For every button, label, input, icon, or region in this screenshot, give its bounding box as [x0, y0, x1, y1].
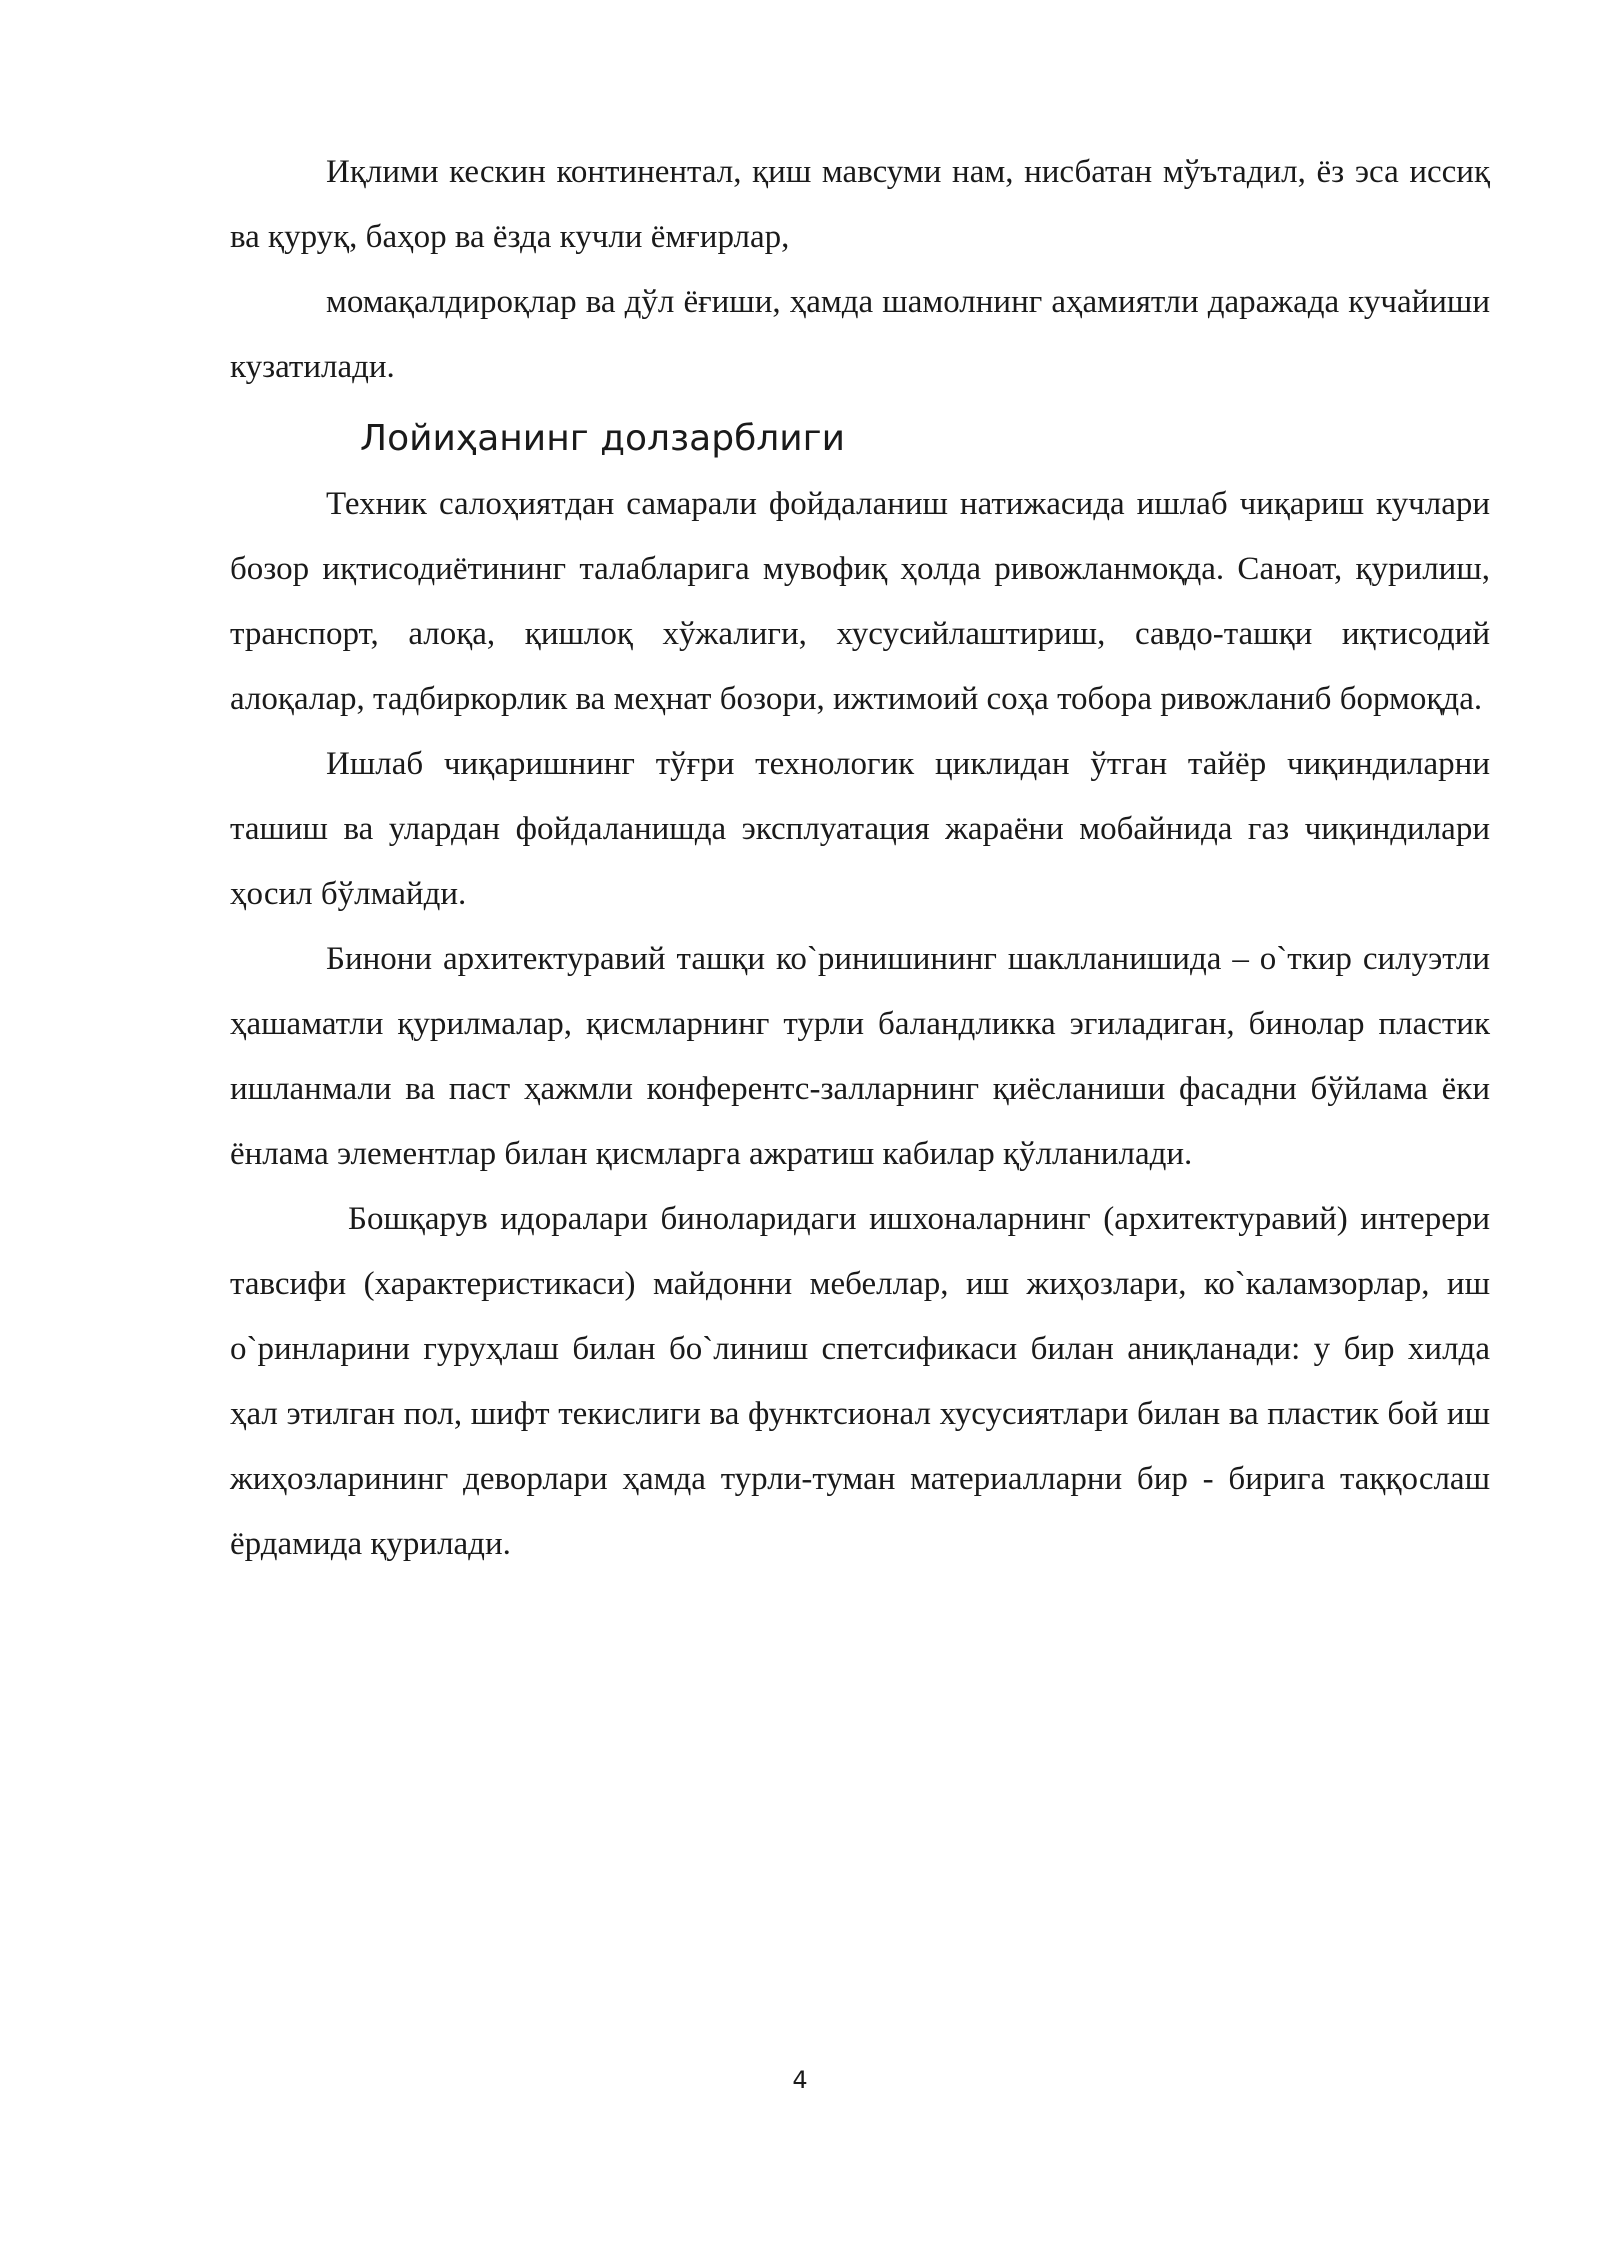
page-number: 4	[792, 2066, 808, 2094]
body-paragraph-4: Бошқарув идоралари биноларидаги ишхоналарнинг (архитектуравий) интерери тавсифи (характеристикаси) майдонни мебеллар, иш жиҳозлари, ко`каламзорлар, иш о`ринларини гуруҳлаш билан бо`линиш спетсификаси билан аниқланади: у бир хилда ҳал этилган пол, шифт текислиги ва функтсионал хусусиятлари билан ва пластик бой иш жиҳозларининг деворлари ҳамда турли-туман материалларни бир - бирига таққослаш ёрдамида қурилади.	[230, 1201, 1490, 1562]
body-paragraph-1: Техник салоҳиятдан самарали фойдаланиш натижасида ишлаб чиқариш кучлари бозор иқтисодиётининг талабларига мувофиқ ҳолда ривожланмоқда. Саноат, қурилиш, транспорт, алоқа, қишлоқ хўжалиги, хусусийлаштириш, савдо-ташқи иқтисодий алоқалар, тадбиркорлик ва меҳнат бозори, ижтимоий соҳа тобора ривожланиб бормоқда.	[230, 486, 1490, 717]
intro-paragraph-2: момақалдироқлар ва дўл ёғиши, ҳамда шамолнинг аҳамиятли даражада кучайиши кузатилади.	[230, 284, 1490, 385]
intro-paragraph-1: Иқлими кескин континентал, қиш мавсуми нам, нисбатан мўътадил, ёз эса иссиқ ва қуруқ, баҳор ва ёзда кучли ёмғирлар,	[230, 154, 1490, 255]
section-heading: Лойиҳанинг долзарблиги	[360, 418, 845, 459]
body-paragraph-3: Бинони архитектуравий ташқи ко`ринишининг шаклланишида – о`ткир силуэтли ҳашаматли қурилмалар, қисмларнинг турли баландликка эгиладиган, бинолар пластик ишланмали ва паст ҳажмли конферентс-залларнинг қиёсланиши фасадни бўйлама ёки ёнлама элементлар билан қисмларга ажратиш кабилар қўлланилади.	[230, 941, 1490, 1172]
body-paragraph-2: Ишлаб чиқаришнинг тўғри технологик циклидан ўтган тайёр чиқиндиларни ташиш ва улардан фойдаланишда эксплуатация жараёни мобайнида газ чиқиндилари ҳосил бўлмайди.	[230, 746, 1490, 912]
page-content	[230, 140, 1490, 1577]
